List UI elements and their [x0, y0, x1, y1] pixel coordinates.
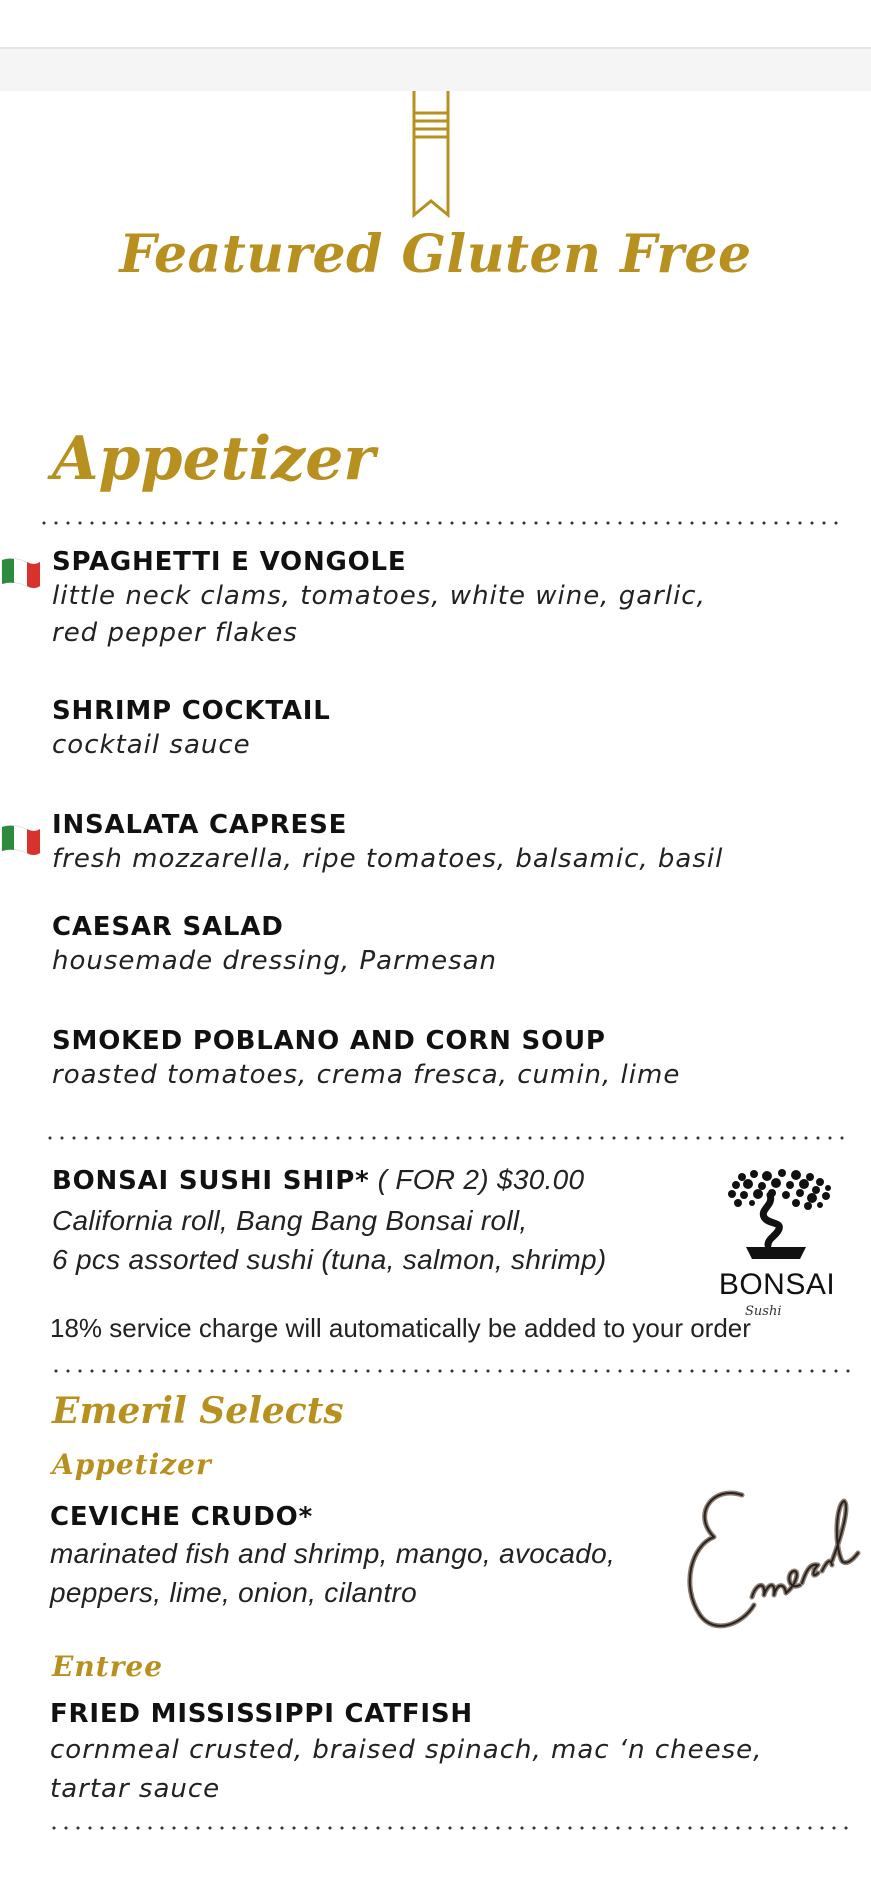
item-description: cocktail sauce	[52, 730, 251, 760]
item-description: fresh mozzarella, ripe tomatoes, balsamic, basil	[52, 844, 724, 874]
item-name: FRIED MISSISSIPPI CATFISH	[50, 1699, 473, 1729]
item-description: peppers, lime, onion, cilantro	[50, 1577, 417, 1608]
menu-item	[52, 809, 812, 878]
item-name: SPAGHETTI E VONGOLE	[52, 547, 407, 577]
menu-item	[52, 911, 812, 980]
dotted-divider	[50, 1369, 850, 1373]
bonsai-logo-text: BONSAI	[718, 1268, 836, 1301]
item-name: INSALATA CAPRESE	[52, 810, 348, 840]
emeril-signature-logo	[672, 1465, 862, 1655]
top-bar	[0, 0, 871, 49]
bonsai-logo-subtext: Sushi	[745, 1304, 782, 1319]
subsection-appetizer: Appetizer	[52, 1448, 212, 1481]
subsection-entree: Entree	[52, 1650, 164, 1683]
header-strip	[0, 49, 871, 91]
dotted-divider	[48, 1826, 848, 1830]
item-description: housemade dressing, Parmesan	[52, 946, 498, 976]
emeril-selects-title: Emeril Selects	[52, 1390, 344, 1432]
section-title-appetizer: Appetizer	[52, 424, 375, 494]
italian-flag-icon	[0, 556, 40, 590]
item-name: SHRIMP COCKTAIL	[52, 696, 331, 726]
featured-title: Featured Gluten Free	[119, 224, 752, 285]
item-description: cornmeal crusted, braised spinach, mac ‘n cheese,	[50, 1735, 763, 1765]
menu-item	[52, 1025, 812, 1094]
item-name: SMOKED POBLANO AND CORN SOUP	[52, 1026, 606, 1056]
item-description: little neck clams, tomatoes, white wine, garlic,	[52, 581, 706, 611]
menu-item	[50, 1697, 810, 1809]
serving-price: ( FOR 2) $30.00	[377, 1164, 585, 1195]
item-name: BONSAI SUSHI SHIP*	[52, 1166, 370, 1196]
menu-item	[50, 1500, 690, 1612]
item-description: tartar sauce	[50, 1774, 221, 1804]
service-charge-note: 18% service charge will automatically be added to your order	[50, 1313, 751, 1343]
bookmark-ribbon-icon	[406, 91, 456, 221]
menu-item	[52, 546, 812, 652]
item-description: roasted tomatoes, crema fresca, cumin, lime	[52, 1060, 681, 1090]
item-name: CEVICHE CRUDO*	[50, 1502, 313, 1532]
menu-item	[52, 695, 812, 764]
item-description: 6 pcs assorted sushi (tuna, salmon, shrimp)	[52, 1244, 607, 1275]
item-description: California roll, Bang Bang Bonsai roll,	[52, 1205, 528, 1236]
italian-flag-icon	[0, 823, 40, 857]
dotted-divider	[38, 521, 838, 525]
item-description: marinated fish and shrimp, mango, avocado,	[50, 1538, 616, 1569]
item-name: CAESAR SALAD	[52, 912, 284, 942]
bonsai-sushi-ship	[52, 1160, 712, 1279]
dotted-divider	[44, 1136, 844, 1140]
item-description: red pepper flakes	[52, 618, 298, 648]
